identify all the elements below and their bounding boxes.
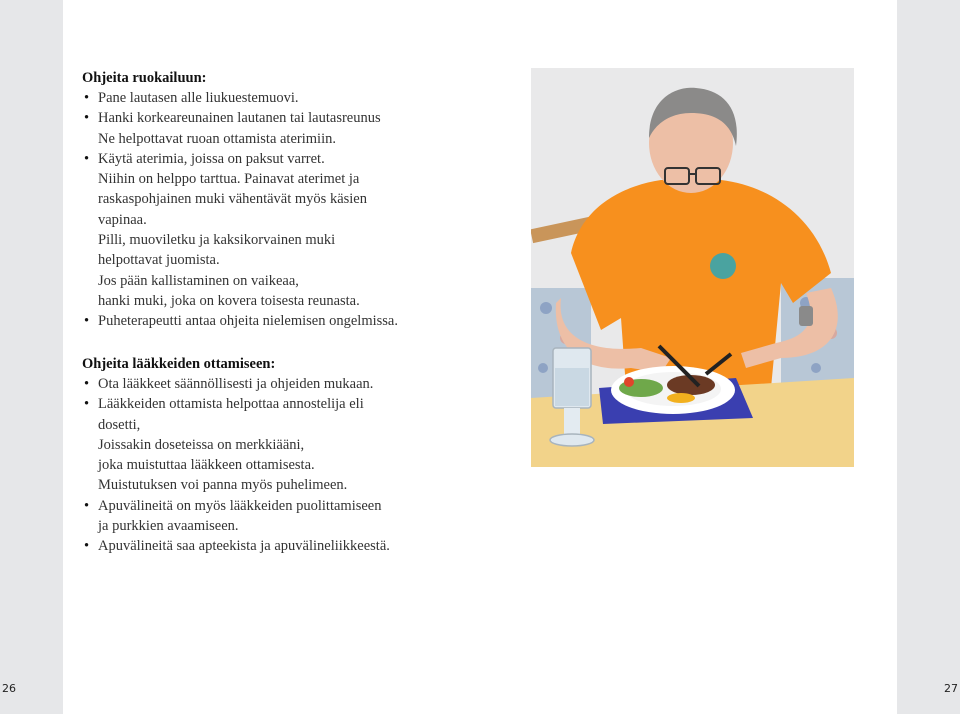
list-item — [82, 516, 522, 536]
instruction-list — [82, 88, 522, 332]
list-item — [82, 230, 522, 250]
list-item — [82, 88, 522, 108]
section-heading: Ohjeita ruokailuun: — [82, 70, 207, 86]
list-item-text: Niihin on helppo tarttua. Painavat aterimet ja — [98, 171, 360, 188]
list-item-text: Apuvälineitä on myös lääkkeiden puolittamiseen — [98, 497, 382, 514]
list-item — [82, 455, 522, 475]
bullet-icon: • — [84, 538, 90, 555]
list-item — [82, 271, 522, 291]
list-item — [82, 496, 522, 516]
list-item — [82, 189, 522, 209]
list-item-text: Hanki korkeareunainen lautanen tai lautasreunus — [98, 110, 381, 127]
list-item-text: Käytä aterimia, joissa on paksut varret. — [98, 150, 325, 167]
bullet-icon: • — [84, 497, 90, 514]
list-item — [82, 210, 522, 230]
list-item-text: Joissakin doseteissa on merkkiääni, — [98, 436, 305, 453]
bullet-icon: • — [84, 376, 90, 392]
list-item-text: joka muistuttaa lääkkeen ottamisesta. — [98, 457, 315, 474]
list-item-text: Muistutuksen voi panna myös puhelimeen. — [98, 477, 348, 494]
bullet-icon: • — [84, 396, 90, 413]
page-number-right: 27 — [944, 682, 958, 695]
list-item — [82, 250, 522, 270]
list-item-text: Apuvälineitä saa apteekista ja apuvälineliikkeestä. — [98, 538, 390, 555]
list-item — [82, 415, 522, 435]
list-item — [82, 394, 522, 414]
list-item — [82, 149, 522, 169]
list-item-text: Pilli, muoviletku ja kaksikorvainen muki — [98, 232, 336, 249]
list-item-text: dosetti, — [98, 416, 141, 433]
list-item-text: vapinaa. — [98, 211, 147, 228]
list-item — [82, 108, 522, 128]
list-item — [82, 291, 522, 311]
list-item — [82, 311, 522, 331]
list-item-text: hanki muki, joka on kovera toisesta reunasta. — [98, 292, 360, 309]
section-eating-instructions — [82, 68, 522, 332]
page-number-left: 26 — [2, 682, 16, 695]
list-item — [82, 374, 522, 394]
section-medication-instructions — [82, 354, 522, 557]
list-item-text: helpottavat juomista. — [98, 252, 220, 269]
list-item — [82, 475, 522, 495]
bullet-icon: • — [84, 150, 90, 167]
list-item — [82, 536, 522, 556]
photo-man-eating-icon — [531, 68, 854, 467]
bullet-icon: • — [84, 110, 90, 127]
list-item-text: Pane lautasen alle liukuestemuovi. — [98, 90, 299, 106]
list-item — [82, 129, 522, 149]
list-item — [82, 435, 522, 455]
list-item — [82, 169, 522, 189]
bullet-icon: • — [84, 90, 90, 106]
list-item-text: Ne helpottavat ruoan ottamista aterimiin. — [98, 130, 336, 147]
list-item-text: Jos pään kallistaminen on vaikeaa, — [98, 272, 299, 289]
instruction-list — [82, 374, 522, 557]
list-item-text: raskaspohjainen muki vähentävät myös käsien — [98, 191, 367, 208]
list-item-text: Ota lääkkeet säännöllisesti ja ohjeiden mukaan. — [98, 376, 374, 392]
list-item-text: Lääkkeiden ottamista helpottaa annostelija eli — [98, 396, 364, 413]
section-heading: Ohjeita lääkkeiden ottamiseen: — [82, 356, 276, 372]
list-item-text: Puheterapeutti antaa ohjeita nielemisen ongelmissa. — [98, 313, 398, 330]
list-item-text: ja purkkien avaamiseen. — [98, 518, 239, 535]
bullet-icon: • — [84, 313, 90, 330]
